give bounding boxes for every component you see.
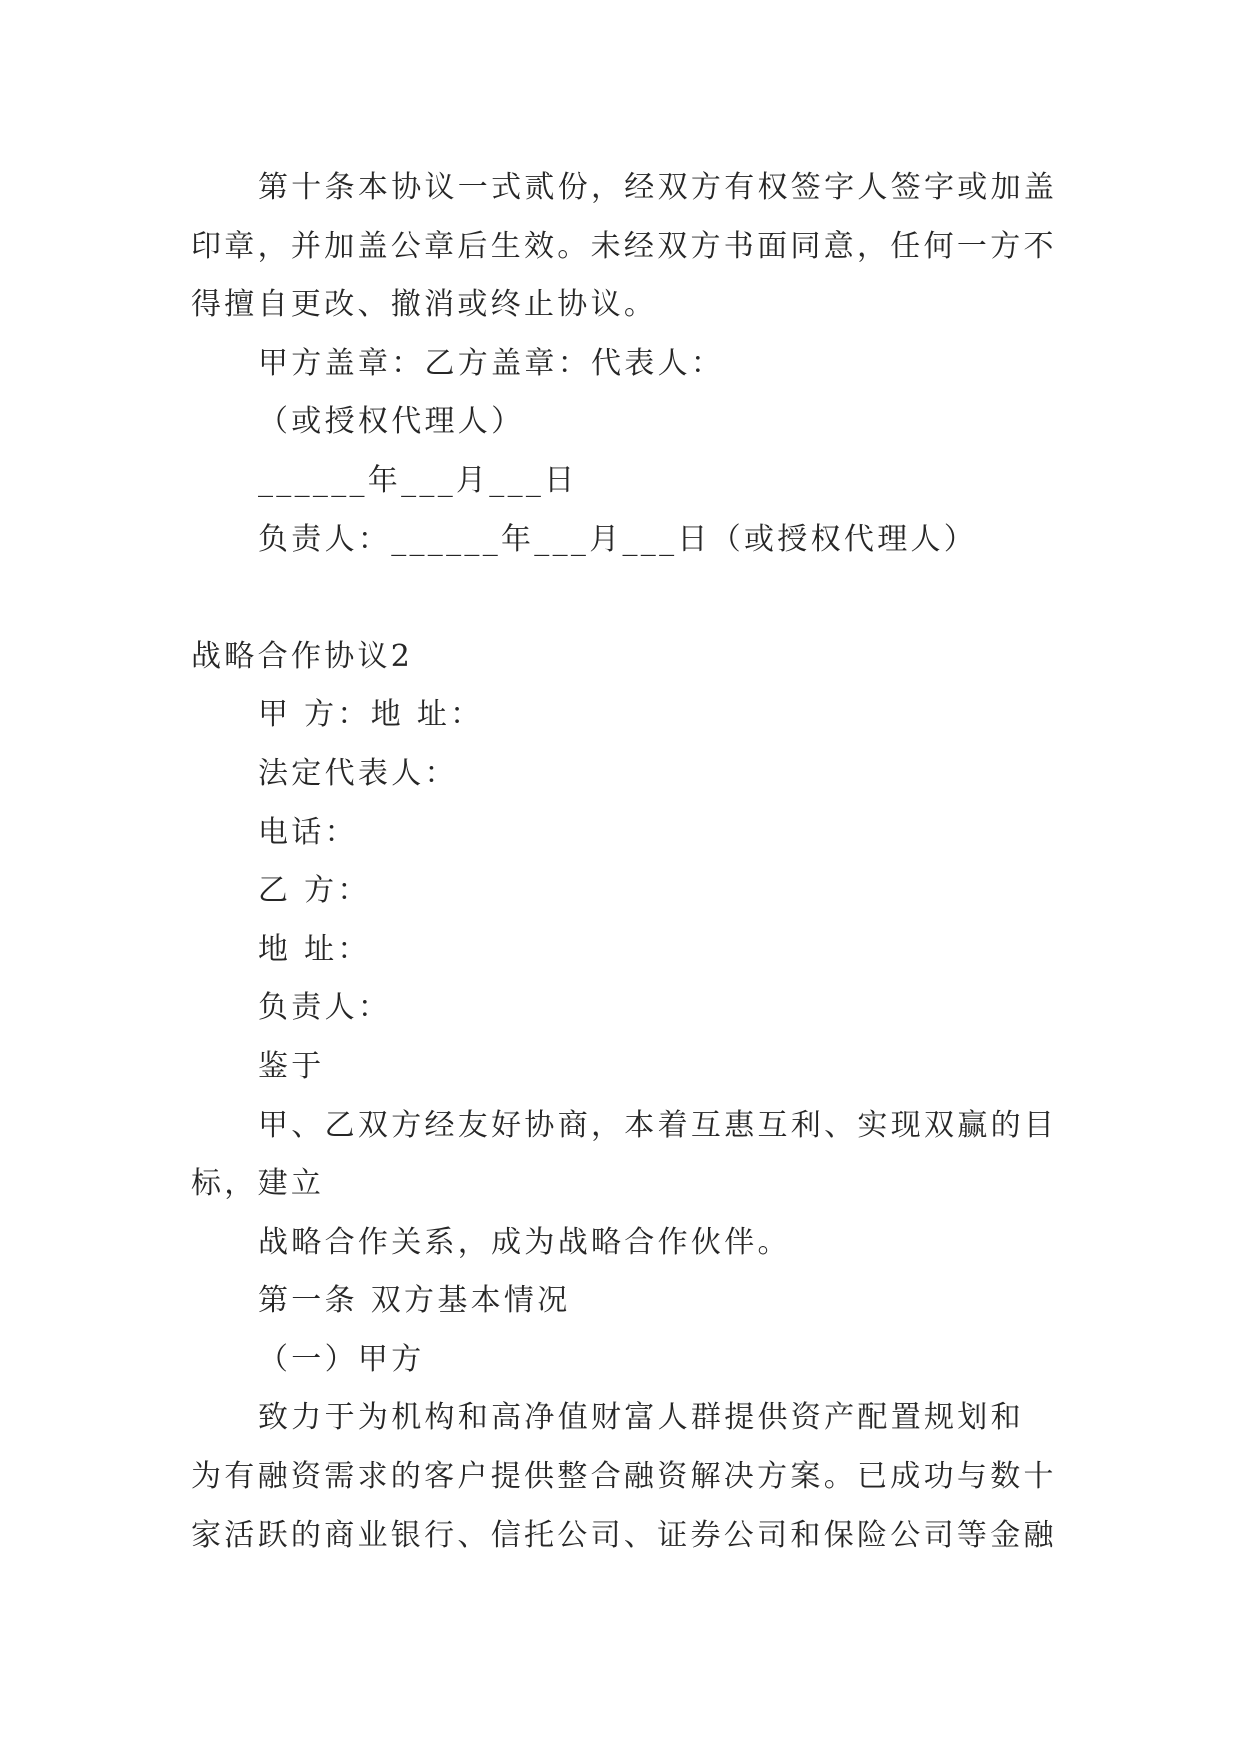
paragraph-line-1: 致力于为机构和高净值财富人群提供资产配置规划和 — [258, 1400, 1024, 1436]
signature-seals: 甲方盖章：乙方盖章：代表人： — [258, 345, 725, 381]
article10-line-2: 印章，并加盖公章后生效。未经双方书面同意，任何一方不 — [191, 228, 1057, 264]
signature-date: ______年___月___日 — [258, 462, 578, 498]
blank-line — [191, 569, 1058, 628]
party-b: 乙 方： — [258, 873, 371, 909]
signature-agent: （或授权代理人） — [258, 404, 525, 440]
whereas-line-2: 标，建立 — [191, 1166, 325, 1202]
paragraph-line-2: 为有融资需求的客户提供整合融资解决方案。已成功与数十 — [191, 1459, 1057, 1495]
address-field: 地 址： — [258, 931, 371, 967]
whereas-label: 鉴于 — [258, 1048, 325, 1084]
party-a-address: 甲 方：地 址： — [258, 697, 484, 733]
whereas-line-3: 战略合作关系，成为战略合作伙伴。 — [258, 1224, 791, 1260]
paragraph-line-3: 家活跃的商业银行、信托公司、证券公司和保险公司等金融 — [191, 1517, 1057, 1553]
article10-line-1: 第十条本协议一式贰份，经双方有权签字人签字或加盖 — [258, 170, 1058, 205]
legal-representative: 法定代表人： — [258, 755, 458, 791]
signature-responsible: 负责人：______年___月___日（或授权代理人） — [258, 521, 978, 557]
section-a-heading: （一）甲方 — [258, 1341, 425, 1377]
article10-line-3: 得擅自更改、撤消或终止协议。 — [191, 287, 658, 323]
phone-field: 电话： — [258, 814, 358, 850]
responsible-person: 负责人： — [258, 990, 392, 1026]
agreement-title: 战略合作协议2 — [191, 638, 414, 674]
article1-heading: 第一条 双方基本情况 — [258, 1283, 571, 1319]
whereas-line-1: 甲、乙双方经友好协商，本着互惠互利、实现双赢的目 — [258, 1107, 1058, 1143]
